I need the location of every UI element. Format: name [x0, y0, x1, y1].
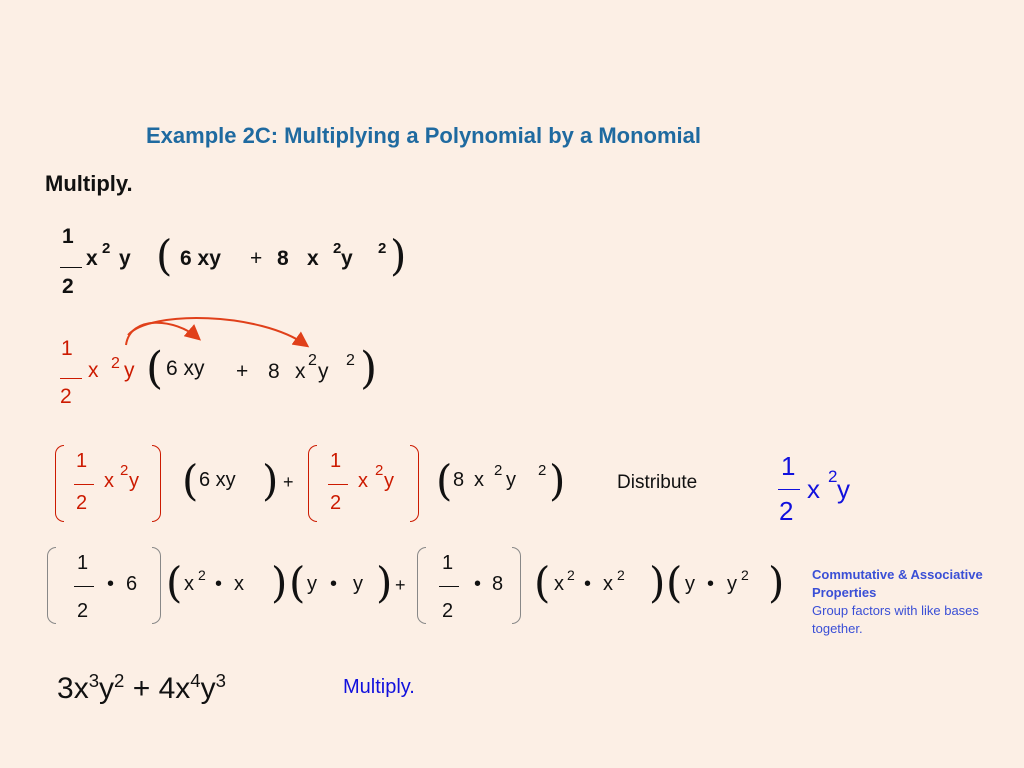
open-paren: (	[166, 558, 183, 607]
result-x: x	[73, 672, 89, 706]
monomial-x: x	[86, 247, 98, 270]
term-2-y-exponent: 2	[378, 240, 387, 257]
close-paren: )	[360, 343, 378, 394]
fraction-denominator-2: 2	[330, 492, 342, 514]
open-paren: (	[146, 343, 164, 394]
factor-x: x	[603, 573, 613, 595]
factor-x-exponent: 2	[567, 567, 575, 583]
note-title-line-2: Properties	[812, 585, 877, 600]
fraction-numerator: 1	[62, 225, 74, 248]
close-paren: )	[376, 558, 393, 607]
open-paren: (	[666, 558, 683, 607]
side-x: x	[807, 474, 820, 504]
open-paren: (	[534, 558, 551, 607]
fraction-denominator-1: 2	[76, 492, 88, 514]
coefficient-8: 8	[492, 573, 504, 595]
term-2-x-exponent: 2	[494, 462, 503, 479]
factor-x-exponent: 2	[198, 567, 206, 583]
arrow-to-term-2	[128, 318, 306, 345]
fraction-denominator-2: 2	[442, 600, 454, 622]
result-y-exponent-1: 2	[114, 670, 125, 691]
close-paren: )	[649, 558, 666, 607]
monomial-x-exponent-2: 2	[375, 462, 384, 479]
factor-x: x	[184, 573, 194, 595]
term-1: 6 xy	[199, 469, 236, 491]
close-paren: )	[768, 558, 785, 607]
monomial-x-2: x	[358, 470, 368, 492]
fraction-numerator-2: 1	[442, 552, 454, 574]
monomial-x-exponent: 2	[111, 355, 120, 372]
plus-sign: +	[250, 247, 263, 270]
note-title-line-1: Commutative & Associative	[812, 567, 983, 582]
result-expression	[57, 670, 226, 706]
result-x-exponent-2: 4	[190, 670, 201, 691]
monomial-x-exponent: 2	[102, 240, 111, 257]
factor-y-exponent: 2	[741, 567, 749, 583]
result-plus: +	[132, 672, 151, 706]
instruction: Multiply.	[45, 171, 133, 196]
close-paren-1: )	[262, 456, 279, 505]
close-paren: )	[390, 231, 407, 280]
fraction-numerator-1: 1	[77, 552, 89, 574]
note-body-line-1: Group factors with like bases	[812, 603, 979, 618]
term-2-y-exponent: 2	[538, 462, 547, 479]
plus-sign: +	[395, 575, 406, 595]
term-2-x: x	[474, 469, 484, 491]
dot-operator: •	[107, 573, 115, 595]
dot-operator: •	[330, 573, 338, 595]
side-fraction-numerator: 1	[781, 451, 796, 481]
fraction-numerator: 1	[61, 337, 73, 360]
open-paren-2: (	[436, 456, 453, 505]
term-2-x: x	[307, 247, 319, 270]
factor-y: y	[353, 573, 363, 595]
term-2-coefficient: 8	[268, 360, 280, 383]
result-coefficient-2: 4	[158, 672, 176, 706]
term-2-coefficient: 8	[277, 247, 289, 270]
term-2-x-exponent: 2	[333, 240, 342, 257]
open-paren: (	[156, 231, 173, 280]
side-fraction-denominator: 2	[779, 496, 794, 526]
factor-y: y	[727, 573, 737, 595]
dot-operator: •	[215, 573, 223, 595]
dot-operator: •	[584, 573, 592, 595]
term-1: 6 xy	[166, 357, 205, 380]
factor-x: x	[234, 573, 244, 595]
plus-sign: +	[283, 472, 294, 492]
result-y: y	[200, 672, 216, 706]
factor-x: x	[554, 573, 564, 595]
fraction-numerator-1: 1	[76, 450, 88, 472]
monomial-y-1: y	[129, 470, 139, 492]
term-2-y: y	[341, 247, 353, 270]
dot-operator: •	[707, 573, 715, 595]
close-paren-2: )	[549, 456, 566, 505]
term-2-y: y	[506, 469, 516, 491]
term-2-x: x	[295, 360, 306, 383]
term-2-coefficient: 8	[453, 469, 465, 491]
result-y: y	[99, 672, 115, 706]
arrow-to-term-1	[126, 323, 198, 345]
open-paren-1: (	[182, 456, 199, 505]
term-1: 6 xy	[180, 247, 221, 270]
dot-operator: •	[474, 573, 482, 595]
term-2-y-exponent: 2	[346, 352, 355, 369]
monomial-x: x	[88, 359, 99, 382]
fraction-denominator: 2	[62, 275, 74, 298]
close-paren: )	[271, 558, 288, 607]
coefficient-6: 6	[126, 573, 138, 595]
result-x-exponent-1: 3	[88, 670, 100, 691]
term-2-x-exponent: 2	[308, 352, 317, 369]
monomial-y-2: y	[384, 470, 394, 492]
fraction-denominator: 2	[60, 385, 72, 408]
result-y-exponent-2: 3	[215, 670, 226, 691]
page-title: Example 2C: Multiplying a Polynomial by a Monomial	[146, 123, 701, 148]
result-coefficient-1: 3	[57, 672, 74, 706]
monomial-y: y	[124, 359, 135, 382]
factor-y: y	[685, 573, 695, 595]
monomial-x-exponent-1: 2	[120, 462, 129, 479]
fraction-denominator-1: 2	[77, 600, 89, 622]
note-body-line-2: together.	[812, 621, 863, 636]
open-paren: (	[289, 558, 306, 607]
property-note	[812, 566, 983, 638]
plus-sign: +	[236, 360, 249, 383]
result-x: x	[175, 672, 191, 706]
factor-y: y	[307, 573, 317, 595]
side-y: y	[837, 474, 850, 504]
fraction-numerator-2: 1	[330, 450, 342, 472]
monomial-y: y	[119, 247, 131, 270]
monomial-x-1: x	[104, 470, 114, 492]
distribute-label: Distribute	[617, 472, 698, 493]
term-2-y: y	[318, 360, 329, 383]
factor-x-exponent: 2	[617, 567, 625, 583]
side-x-exponent: 2	[828, 467, 838, 486]
multiply-label: Multiply.	[343, 676, 415, 698]
